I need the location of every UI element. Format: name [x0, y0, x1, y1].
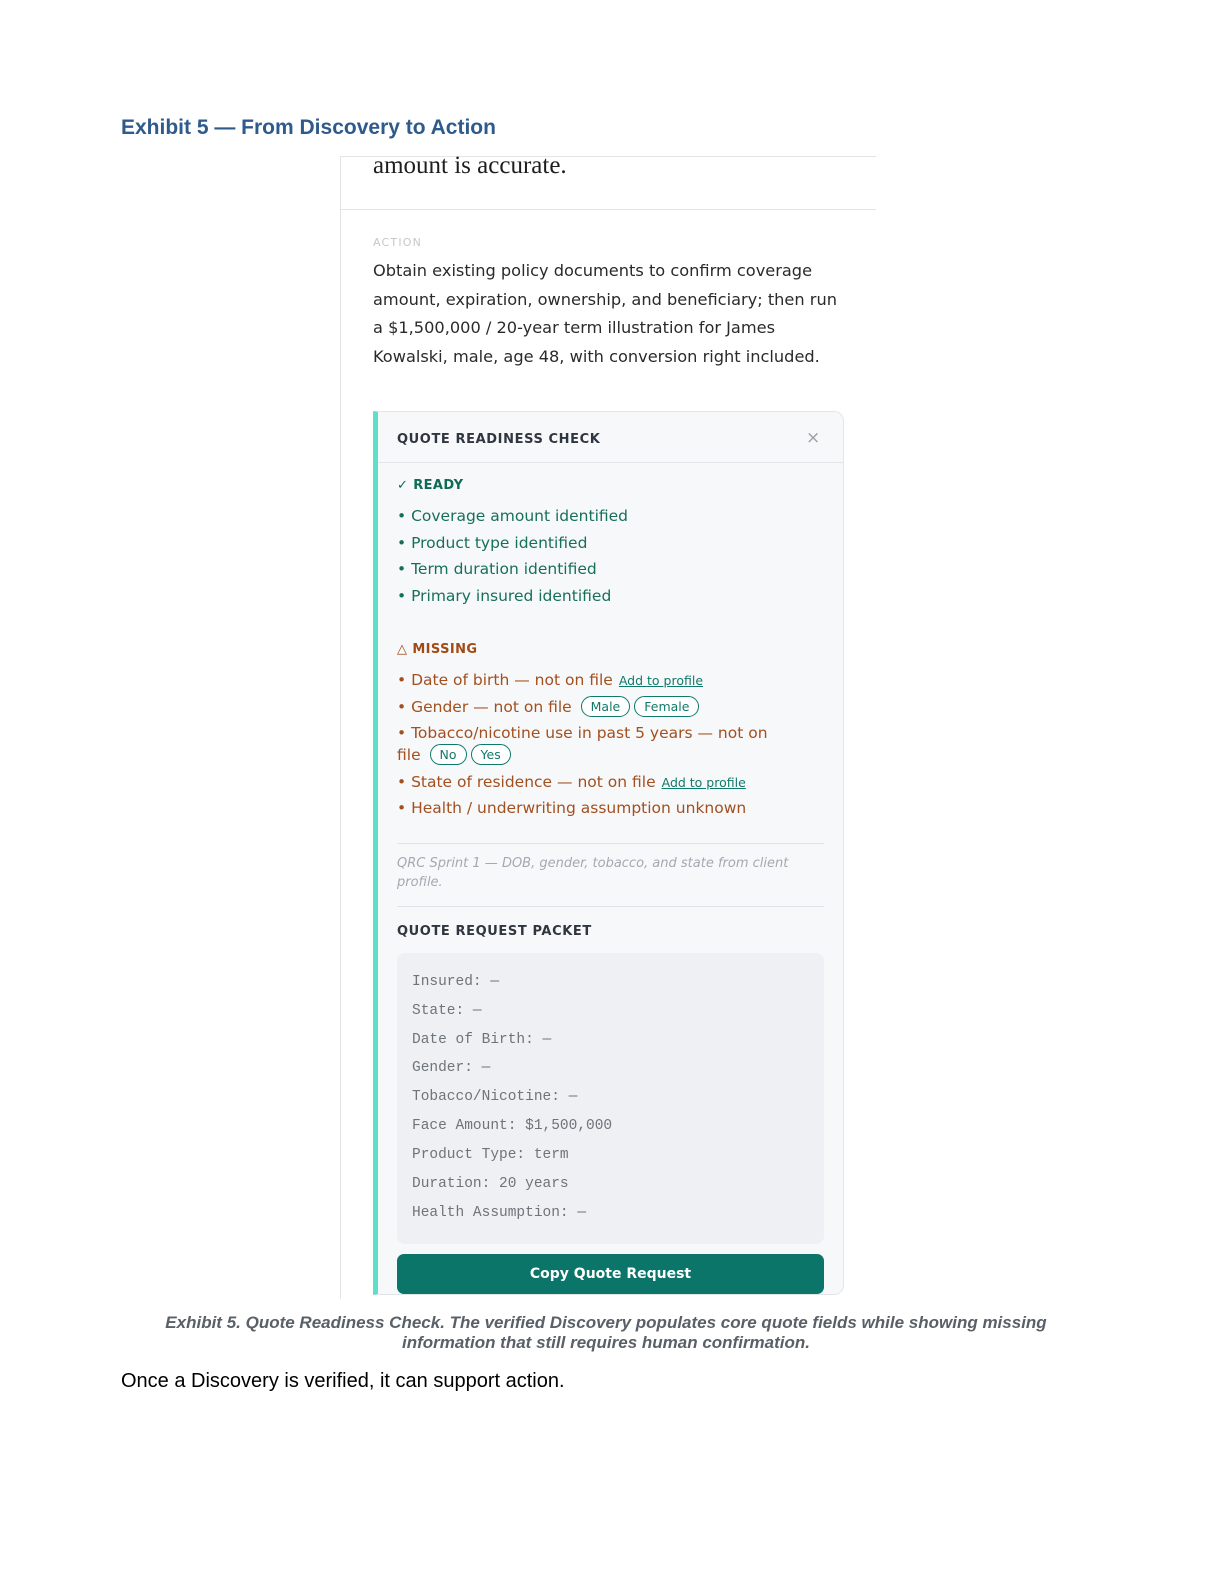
- ready-item: • Coverage amount identified: [397, 507, 629, 525]
- missing-item-tobacco: [397, 722, 777, 766]
- missing-item-gender: [397, 696, 797, 718]
- dob-add-to-profile-link[interactable]: Add to profile: [618, 673, 704, 688]
- missing-item-health: • Health / underwriting assumption unknown: [397, 799, 747, 817]
- ready-item: • Term duration identified: [397, 560, 597, 578]
- sprint-note: QRC Sprint 1 — DOB, gender, tobacco, and state from client profile.: [397, 856, 789, 890]
- action-label: ACTION: [373, 236, 423, 249]
- action-text: Obtain existing policy documents to confirm coverage amount, expiration, ownership, and beneficiary; then run a $1,500,000 / 20-year term illustration for James Kowalski, male, age 48, with conversion right included.: [373, 261, 837, 366]
- divider: [397, 843, 824, 844]
- tobacco-no-chip[interactable]: No: [430, 744, 467, 765]
- divider: [397, 906, 824, 907]
- exhibit-caption: Exhibit 5. Quote Readiness Check. The verified Discovery populates core quote fields while showing missing information that still requires human confirmation.: [165, 1313, 1047, 1352]
- missing-item-state: [397, 771, 797, 794]
- tobacco-yes-chip[interactable]: Yes: [471, 744, 511, 765]
- packet-line-health: Health Assumption: —: [412, 1205, 587, 1221]
- packet-title: QUOTE REQUEST PACKET: [397, 924, 592, 939]
- ready-item: • Product type identified: [397, 534, 588, 552]
- close-icon[interactable]: ×: [806, 428, 821, 448]
- body-paragraph: Once a Discovery is verified, it can support action.: [121, 1370, 565, 1392]
- packet-line-state: State: —: [412, 1003, 482, 1019]
- card-title: QUOTE READINESS CHECK: [397, 432, 601, 447]
- screenshot-panel: [340, 156, 876, 1299]
- missing-item-dob: [397, 669, 797, 692]
- ready-heading: ✓ READY: [397, 478, 464, 493]
- packet-line-dob: Date of Birth: —: [412, 1032, 552, 1048]
- packet-line-tobacco: Tobacco/Nicotine: —: [412, 1089, 578, 1105]
- ready-item: • Primary insured identified: [397, 587, 612, 605]
- packet-line-duration: Duration: 20 years: [412, 1176, 569, 1192]
- packet-line-product-type: Product Type: term: [412, 1147, 569, 1163]
- cutoff-text: amount is accurate.: [373, 156, 567, 179]
- card-header: [378, 412, 844, 463]
- packet-line-insured: Insured: —: [412, 974, 500, 990]
- exhibit-title: Exhibit 5 — From Discovery to Action: [121, 116, 496, 139]
- quote-readiness-card: [373, 411, 844, 1295]
- missing-gender-text: • Gender — not on file: [397, 698, 572, 716]
- missing-dob-text: • Date of birth — not on file: [397, 671, 613, 689]
- packet-line-gender: Gender: —: [412, 1060, 491, 1076]
- gender-female-chip[interactable]: Female: [634, 696, 699, 717]
- missing-heading: △ MISSING: [397, 642, 478, 657]
- missing-tobacco-text: • Tobacco/nicotine use in past 5 years — not on file: [397, 724, 768, 764]
- packet-line-face-amount: Face Amount: $1,500,000: [412, 1118, 613, 1134]
- gender-male-chip[interactable]: Male: [581, 696, 631, 717]
- missing-state-text: • State of residence — not on file: [397, 773, 656, 791]
- quote-request-packet: [397, 953, 824, 1244]
- state-add-to-profile-link[interactable]: Add to profile: [661, 775, 746, 790]
- copy-quote-request-button[interactable]: Copy Quote Request: [397, 1254, 824, 1294]
- previous-section: [341, 156, 876, 210]
